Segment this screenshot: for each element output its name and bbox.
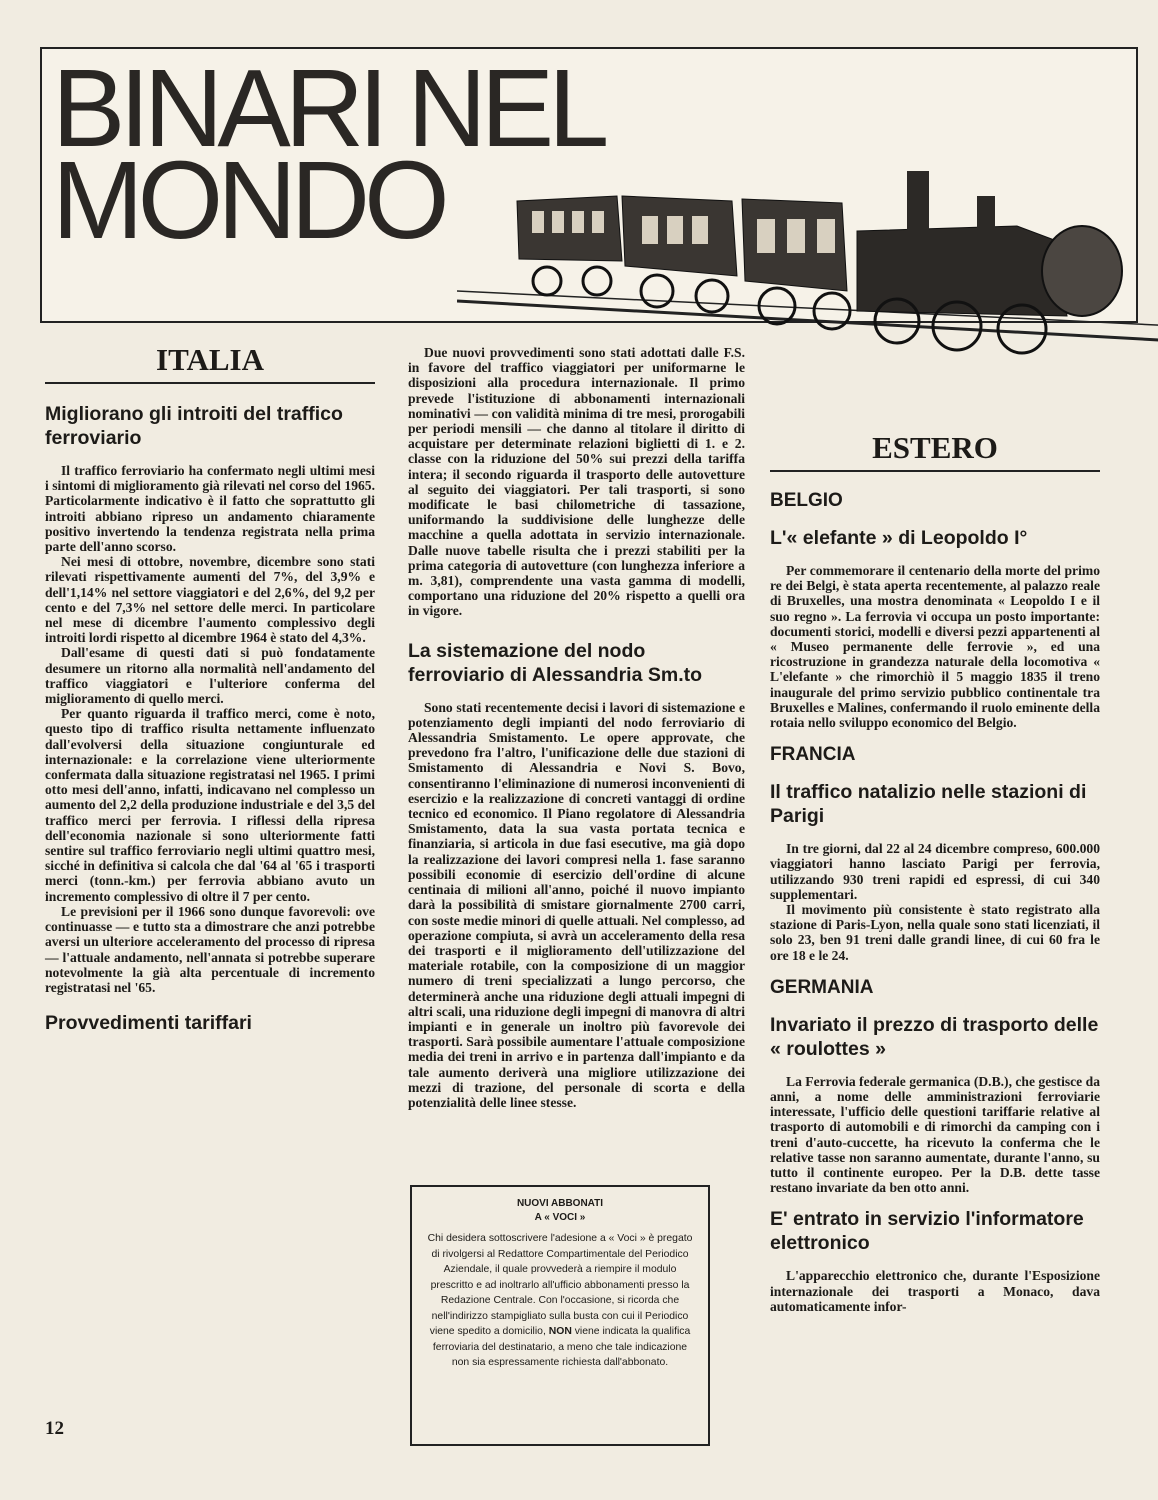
article-headline: Il traffico natalizio nelle stazioni di Parigi xyxy=(770,781,1087,828)
article-paragraph: Per quanto riguarda il traffico merci, come è noto, questo tipo di traffico risulta nettamente influenzato dall'evolversi della situazione congiunturale ed internazionale: e la correlazione viene ulteriormente confermata dalla situazione registratasi nel 1965. I primi otto mesi dell'anno, infatti, indicavano nel complesso un aumento del 2,2 della produzione industriale e del 3,5 del traffico merci per ferrovia. I riflessi della ripresa dell'economia nazionale si sono ulteriormente fatti sentire sul traffico ferroviario negli ultimi quattro mesi, sicché in definitiva si calcola che dal '64 al '65 i trasporti merci (tonn.-km.) per ferrovia abbiano avuto un incremento complessivo di oltre il 7 per cento. xyxy=(45,706,375,904)
page-title-line2: MONDO xyxy=(52,139,444,262)
notice-text-after: viene indicata la qualifica ferroviaria del destinatario, a meno che tale indicazione non sia espressamente richiesta dall'abbonato. xyxy=(432,1326,691,1368)
article-paragraph: Il movimento più consistente è stato registrato alla stazione di Paris-Lyon, nella quale sono stati licenziati, il solo 23, ben 91 treni dalle grandi linee, di cui 60 fra le ore 18 e le 24. xyxy=(770,902,1100,963)
notice-title: NUOVI ABBONATI A « VOCI » xyxy=(516,1198,604,1223)
article-paragraph: La Ferrovia federale germanica (D.B.), che gestisce da anni, a nome delle amministrazioni ferroviarie interessate, l'ufficio delle questioni tariffarie relative al trasporto di automobili e di rimorchi da camping con i treni d'auto-cuccette, ha ricevuto la conferma che le relative tasse non saranno aumentate, durante l'anno, su tutto il continente europeo. Per la D.B. dette tasse restano invariate da ben otto anni. xyxy=(770,1073,1100,1196)
country-label-francia: FRANCIA xyxy=(770,744,856,766)
article-headline: Migliorano gli introiti del traffico ferroviario xyxy=(45,403,343,449)
page-number: 12 xyxy=(45,1418,64,1439)
article-headline: Provvedimenti tariffari xyxy=(45,1012,252,1035)
subscription-notice-box xyxy=(410,1185,710,1446)
section-title-estero: ESTERO xyxy=(770,430,1100,472)
article-headline: Invariato il prezzo di trasporto delle « roulottes » xyxy=(770,1013,1099,1060)
article-paragraph: Dall'esame di questi dati si può fondatamente desumere un ritorno alla normalità nell'andamento del traffico viaggiatori e l'ulteriore conferma del miglioramento di quello merci. xyxy=(45,645,375,707)
article-paragraph: Nei mesi di ottobre, novembre, dicembre sono stati rilevati rispettivamente aumenti del 7%, del 3,9% e dell'1,14% nel settore viaggiatori e del 2,6%, del 9,2 per cento e del 7,3% nel settore delle merci. In particolare nel mese di dicembre l'aumento complessivo degli introiti lordi rispetto al dicembre 1964 è stato del 4,3%. xyxy=(45,554,375,646)
article-paragraph: In tre giorni, dal 22 al 24 dicembre compreso, 600.000 viaggiatori hanno lasciato Parigi per ferrovia, utilizzando 930 treni rapidi ed espressi, di cui 340 supplementari. xyxy=(770,841,1100,902)
train-illustration xyxy=(457,141,1158,361)
notice-text-before: Chi desidera sottoscrivere l'adesione a « Voci » è pregato di rivolgersi al Redattore Compartimentale del Periodico Aziendale, il quale provvederà a riempire il modulo prescritto e ad inoltrarlo all'ufficio abbonamenti presso la Redazione Centrale. Con l'occasione, si ricorda che nell'indirizzo stampigliato sulla busta con cui il Periodico viene spedito a domicilio, xyxy=(427,1233,693,1337)
article-paragraph: Il traffico ferroviario ha confermato negli ultimi mesi i sintomi di miglioramento già rilevati nel corso del 1965. Particolarmente indicativo è il fatto che soprattutto gli introiti abbiano ripreso un andamento chiaramente positivo invertendo la tendenza registrata nella prima parte dell'anno scorso. xyxy=(45,463,375,555)
notice-emphasis: NON xyxy=(548,1326,572,1337)
article-headline: E' entrato in servizio l'informatore elettronico xyxy=(770,1208,1084,1255)
column-1 xyxy=(45,342,375,1048)
section-title-italia: ITALIA xyxy=(45,342,375,384)
article-headline: L'« elefante » di Leopoldo I° xyxy=(770,527,1028,549)
country-label-germania: GERMANIA xyxy=(770,976,874,998)
article-paragraph: Sono stati recentemente decisi i lavori di sistemazione e potenziamento degli impianti del nodo ferroviario di Alessandria Smistamento. Le opere approvate, che prevedono fra l'altro, l'unificazione delle due stazioni di Smistamento di Alessandria e Novi S. Bovo, consentiranno l'eliminazione di numerosi inconvenienti di esercizio e la realizzazione di concreti vantaggi di ordine tecnico ed economico. Il Piano regolatore di Alessandria Smistamento, data la sua vasta portata tecnica e finanziaria, si articola in due fasi esecutive, ma già dopo la realizzazione dei lavori compresi nella 1. fase saranno possibili economie di esercizio dell'ordine di alcune centinaia di milioni all'anno, poiché il nuovo impianto darà la possibilità di smistare giornalmente 2700 carri, con soste medie minori di quelle attuali. Nel complesso, ad operazione compiuta, si avrà un acceleramento della resa dei trasporti e il miglioramento dell'utilizzazione del materiale rotabile, con la composizione di un maggior numero di treni specializzati a lungo percorso, che determinerà anche una riduzione degli attuali impegni di altri scali, una riduzione degli impegni di manovra di altri impianti e in generale un inoltro più favorevole dei trasporti. Sarà possibile aumentare l'attuale composizione media dei treni in arrivo e in partenza dall'impianto e da tale aumento deriverà una migliore utilizzazione dei mezzi di trazione, del personale di scorta e della potenzialità delle linee stesse. xyxy=(408,699,745,1110)
article-paragraph: Due nuovi provvedimenti sono stati adottati dalle F.S. in favore del traffico viaggiatori per uniformarne le disposizioni alla procedura internazionale. Il primo prevede l'istituzione di abbonamenti internazionali nominativi — con validità minima di tre mesi, prorogabili per periodi mensili — che danno al titolare il diritto di acquistare per determinate relazioni biglietti di 1. e 2. classe con la riduzione del 50% sui prezzi della tariffa intera; il secondo riguarda il trasporto delle autovetture al seguito dei viaggiatori. Per tali trasporti, si sono modificate le basi chilometriche di tassazione, uniformando la suddivisione delle lunghezze delle macchine a quella adottata in servizio internazionale. Dalle nuove tabelle risulta che i prezzi stabiliti per la prima categoria di autovetture (con lunghezza inferiore a m. 3,81), comprendente una vasta gamma di modelli, comportano una riduzione del 20% rispetto a quelli ora in vigore. xyxy=(408,345,745,619)
column-3 xyxy=(770,430,1100,1314)
article-paragraph: Le previsioni per il 1966 sono dunque favorevoli: ove continuasse — e tutto sta a dimostrare che anzi potrebbe aversi un ulteriore acceleramento del processo di ripresa — l'attuale andamento, nell'annata si potrebbe superare notevolmente la già alta percentuale di incremento registratasi nel '65. xyxy=(45,903,375,995)
column-2 xyxy=(408,345,745,1110)
article-headline: La sistemazione del nodo ferroviario di Alessandria Sm.to xyxy=(408,639,703,686)
article-paragraph: Per commemorare il centenario della morte del primo re dei Belgi, è stata aperta recentemente, al palazzo reale di Bruxelles, una mostra denominata « Leopoldo I e il suo regno ». La ferrovia vi occupa un posto importante: documenti storici, modelli e diversi pezzi appartenenti al « Museo permanente delle ferrovie », ed una ricostruzione in grandezza naturale della locomotiva « L'elefante » che rimorchiò il 5 maggio 1835 il treno inaugurale del primo servizio pubblico continentale tra Bruxelles e Malines, confermando il ruolo eminente della rotaia nello sviluppo economico del Belgio. xyxy=(770,563,1100,731)
header-banner xyxy=(40,47,1138,323)
notice-text xyxy=(426,1231,694,1371)
article-paragraph: L'apparecchio elettronico che, durante l'Esposizione internazionale dei trasporti a Monaco, dava automaticamente infor- xyxy=(770,1268,1100,1314)
page-title-line1: BINARI NEL xyxy=(52,47,604,170)
country-label-belgio: BELGIO xyxy=(770,490,843,511)
